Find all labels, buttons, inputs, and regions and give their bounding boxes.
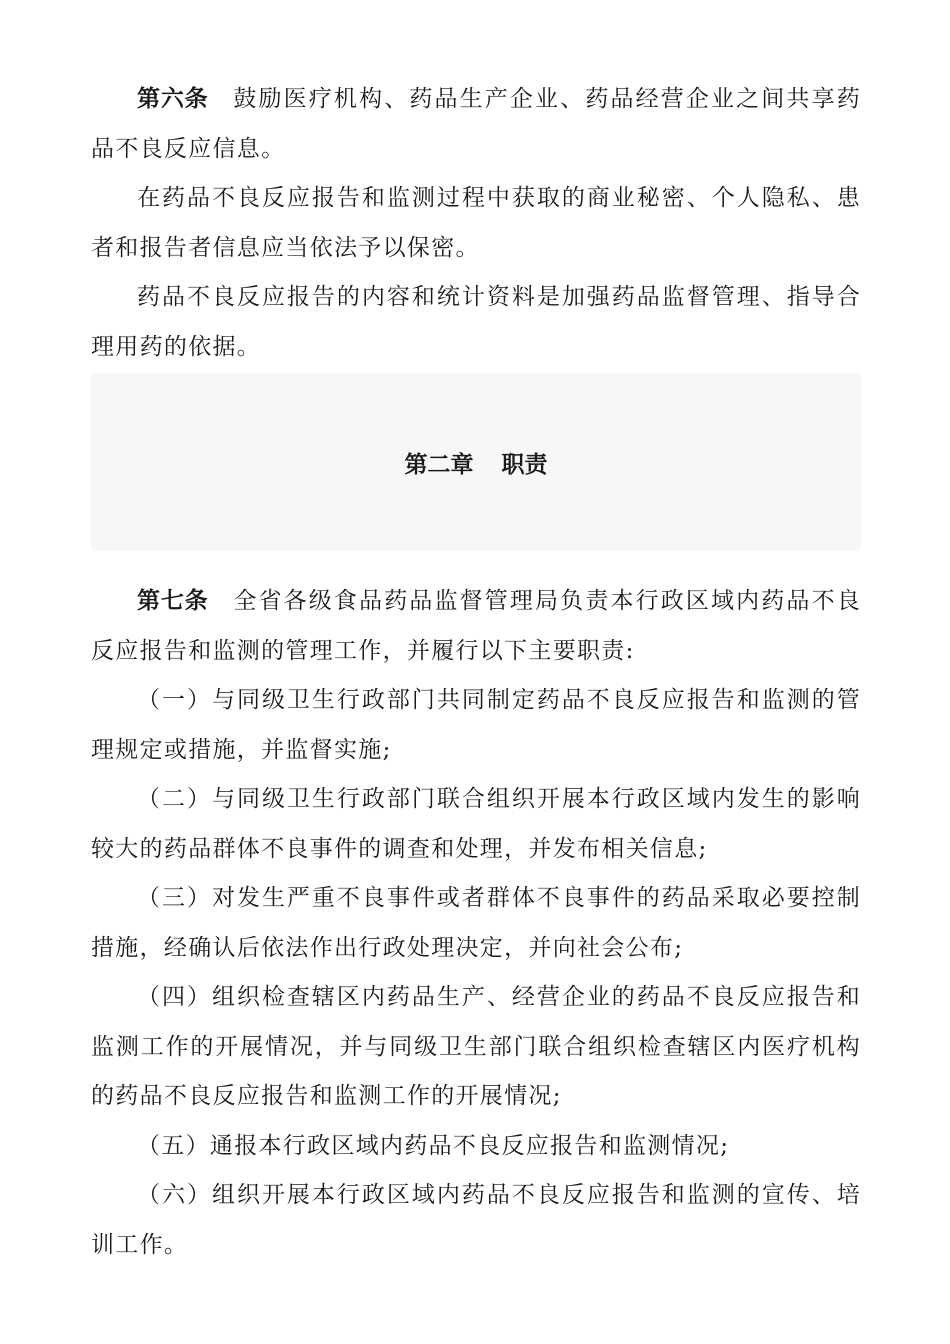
- article-6-paragraph-3: 药品不良反应报告的内容和统计资料是加强药品监督管理、指导合理用药的依据。: [91, 284, 861, 360]
- article-7-label: 第七条: [137, 588, 209, 614]
- chapter-number: 第二章: [404, 451, 474, 478]
- chapter-heading: [405, 446, 548, 479]
- article-7-item-2: （二）与同级卫生行政部门联合组织开展本行政区域内发生的影响较大的药品群体不良事件的调查和处理，并发布相关信息;: [91, 786, 861, 862]
- chapter-title: 职责: [501, 451, 548, 478]
- chapter-heading-box: [91, 373, 861, 551]
- document-page: [91, 75, 861, 1270]
- article-6-text-1: 鼓励医疗机构、药品生产企业、药品经营企业之间共享药品不良反应信息。: [91, 86, 862, 162]
- article-7-intro: [91, 577, 861, 676]
- article-6-label: 第六条: [137, 86, 209, 112]
- article-7-intro-text: 全省各级食品药品监督管理局负责本行政区域内药品不良反应报告和监测的管理工作，并履行以下主要职责:: [91, 588, 862, 664]
- article-6-paragraph-1: [91, 75, 861, 174]
- article-6-paragraph-2: 在药品不良反应报告和监测过程中获取的商业秘密、个人隐私、患者和报告者信息应当依法予以保密。: [91, 185, 861, 261]
- article-7-item-4: （四）组织检查辖区内药品生产、经营企业的药品不良反应报告和监测工作的开展情况，并与同级卫生部门联合组织检查辖区内医疗机构的药品不良反应报告和监测工作的开展情况;: [91, 984, 861, 1109]
- article-7-item-6: （六）组织开展本行政区域内药品不良反应报告和监测的宣传、培训工作。: [91, 1182, 861, 1258]
- article-7-item-5: （五）通报本行政区域内药品不良反应报告和监测情况;: [137, 1132, 730, 1159]
- article-7-item-3: （三）对发生严重不良事件或者群体不良事件的药品采取必要控制措施，经确认后依法作出行政处理决定，并向社会公布;: [91, 885, 861, 961]
- article-7-item-1: （一）与同级卫生行政部门共同制定药品不良反应报告和监测的管理规定或措施，并监督实施;: [91, 687, 861, 763]
